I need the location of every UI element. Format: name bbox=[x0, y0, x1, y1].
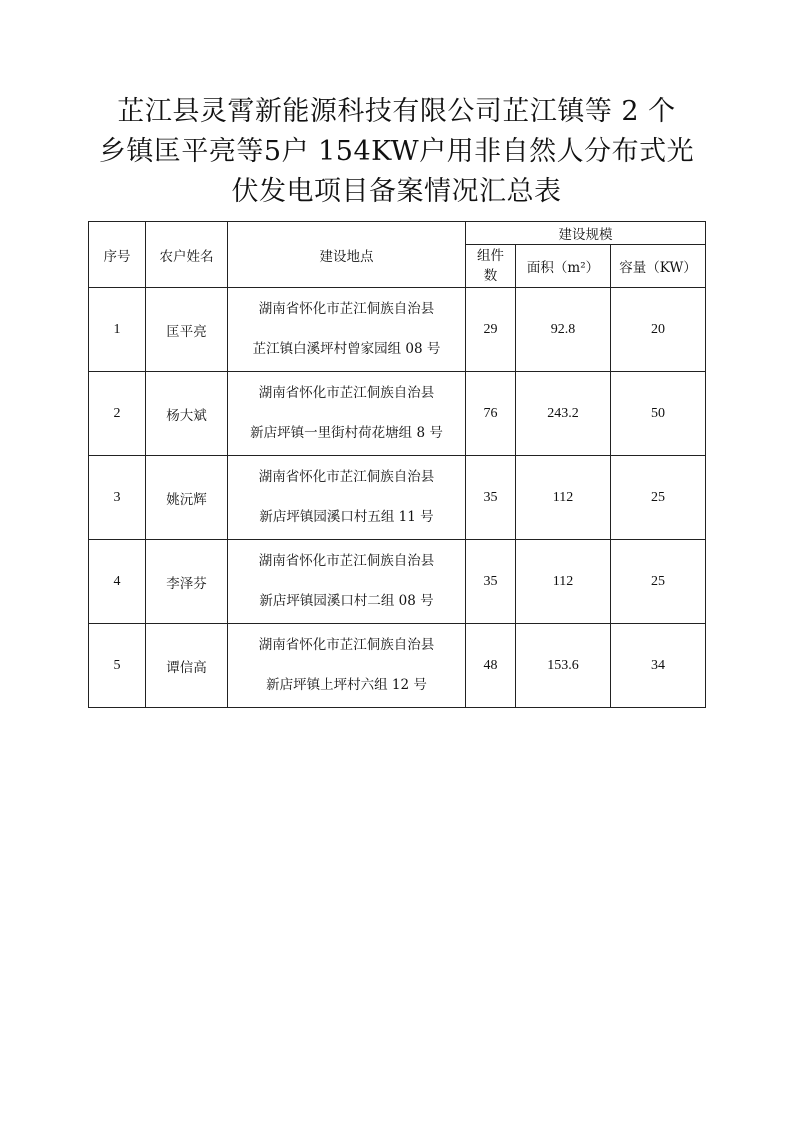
header-area: 面积（m²） bbox=[516, 245, 611, 288]
location-line-1: 湖南省怀化市芷江侗族自治县 bbox=[258, 469, 435, 485]
cell-area: 243.2 bbox=[516, 372, 611, 456]
header-capacity: 容量（KW） bbox=[611, 245, 706, 288]
cell-name: 姚沅辉 bbox=[146, 456, 228, 540]
cell-name: 匡平亮 bbox=[146, 288, 228, 372]
cell-location bbox=[228, 288, 466, 372]
document-title bbox=[60, 92, 733, 212]
cell-capacity: 25 bbox=[611, 456, 706, 540]
table-row bbox=[89, 372, 706, 456]
cell-name: 谭信高 bbox=[146, 624, 228, 708]
cell-capacity: 25 bbox=[611, 540, 706, 624]
table-row bbox=[89, 540, 706, 624]
cell-name: 杨大斌 bbox=[146, 372, 228, 456]
header-count-line-2: 数 bbox=[483, 268, 498, 284]
cell-location bbox=[228, 624, 466, 708]
cell-name: 李泽芬 bbox=[146, 540, 228, 624]
location-line-2: 新店坪镇一里街村荷花塘组 8 号 bbox=[250, 425, 443, 441]
summary-table bbox=[88, 221, 706, 708]
header-location: 建设地点 bbox=[228, 222, 466, 288]
location-line-1: 湖南省怀化市芷江侗族自治县 bbox=[258, 637, 435, 653]
header-name: 农户姓名 bbox=[146, 222, 228, 288]
table-row bbox=[89, 288, 706, 372]
title-line-1: 芷江县灵霄新能源科技有限公司芷江镇等 2 个 bbox=[117, 96, 676, 127]
cell-seq: 3 bbox=[89, 456, 146, 540]
location-line-2: 新店坪镇园溪口村五组 11 号 bbox=[259, 509, 434, 525]
title-line-3: 伏发电项目备案情况汇总表 bbox=[231, 176, 562, 207]
header-count-line-1: 组件 bbox=[477, 248, 504, 264]
cell-location bbox=[228, 540, 466, 624]
cell-location bbox=[228, 456, 466, 540]
location-line-1: 湖南省怀化市芷江侗族自治县 bbox=[258, 301, 435, 317]
cell-area: 112 bbox=[516, 456, 611, 540]
cell-seq: 5 bbox=[89, 624, 146, 708]
cell-location bbox=[228, 372, 466, 456]
cell-count: 35 bbox=[466, 456, 516, 540]
table-row bbox=[89, 456, 706, 540]
cell-count: 76 bbox=[466, 372, 516, 456]
header-seq: 序号 bbox=[89, 222, 146, 288]
location-line-2: 新店坪镇上坪村六组 12 号 bbox=[266, 677, 427, 693]
cell-area: 112 bbox=[516, 540, 611, 624]
location-line-2: 芷江镇白溪坪村曾家园组 08 号 bbox=[252, 341, 441, 357]
table-row bbox=[89, 624, 706, 708]
header-scale: 建设规模 bbox=[466, 222, 706, 245]
cell-capacity: 20 bbox=[611, 288, 706, 372]
location-line-1: 湖南省怀化市芷江侗族自治县 bbox=[258, 385, 435, 401]
cell-area: 153.6 bbox=[516, 624, 611, 708]
cell-count: 29 bbox=[466, 288, 516, 372]
cell-seq: 1 bbox=[89, 288, 146, 372]
cell-count: 48 bbox=[466, 624, 516, 708]
cell-count: 35 bbox=[466, 540, 516, 624]
cell-capacity: 34 bbox=[611, 624, 706, 708]
title-line-2: 乡镇匡平亮等5户 154KW户用非自然人分布式光 bbox=[98, 136, 695, 167]
cell-area: 92.8 bbox=[516, 288, 611, 372]
location-line-2: 新店坪镇园溪口村二组 08 号 bbox=[259, 593, 434, 609]
location-line-1: 湖南省怀化市芷江侗族自治县 bbox=[258, 553, 435, 569]
cell-seq: 2 bbox=[89, 372, 146, 456]
cell-seq: 4 bbox=[89, 540, 146, 624]
cell-capacity: 50 bbox=[611, 372, 706, 456]
header-count bbox=[466, 245, 516, 288]
